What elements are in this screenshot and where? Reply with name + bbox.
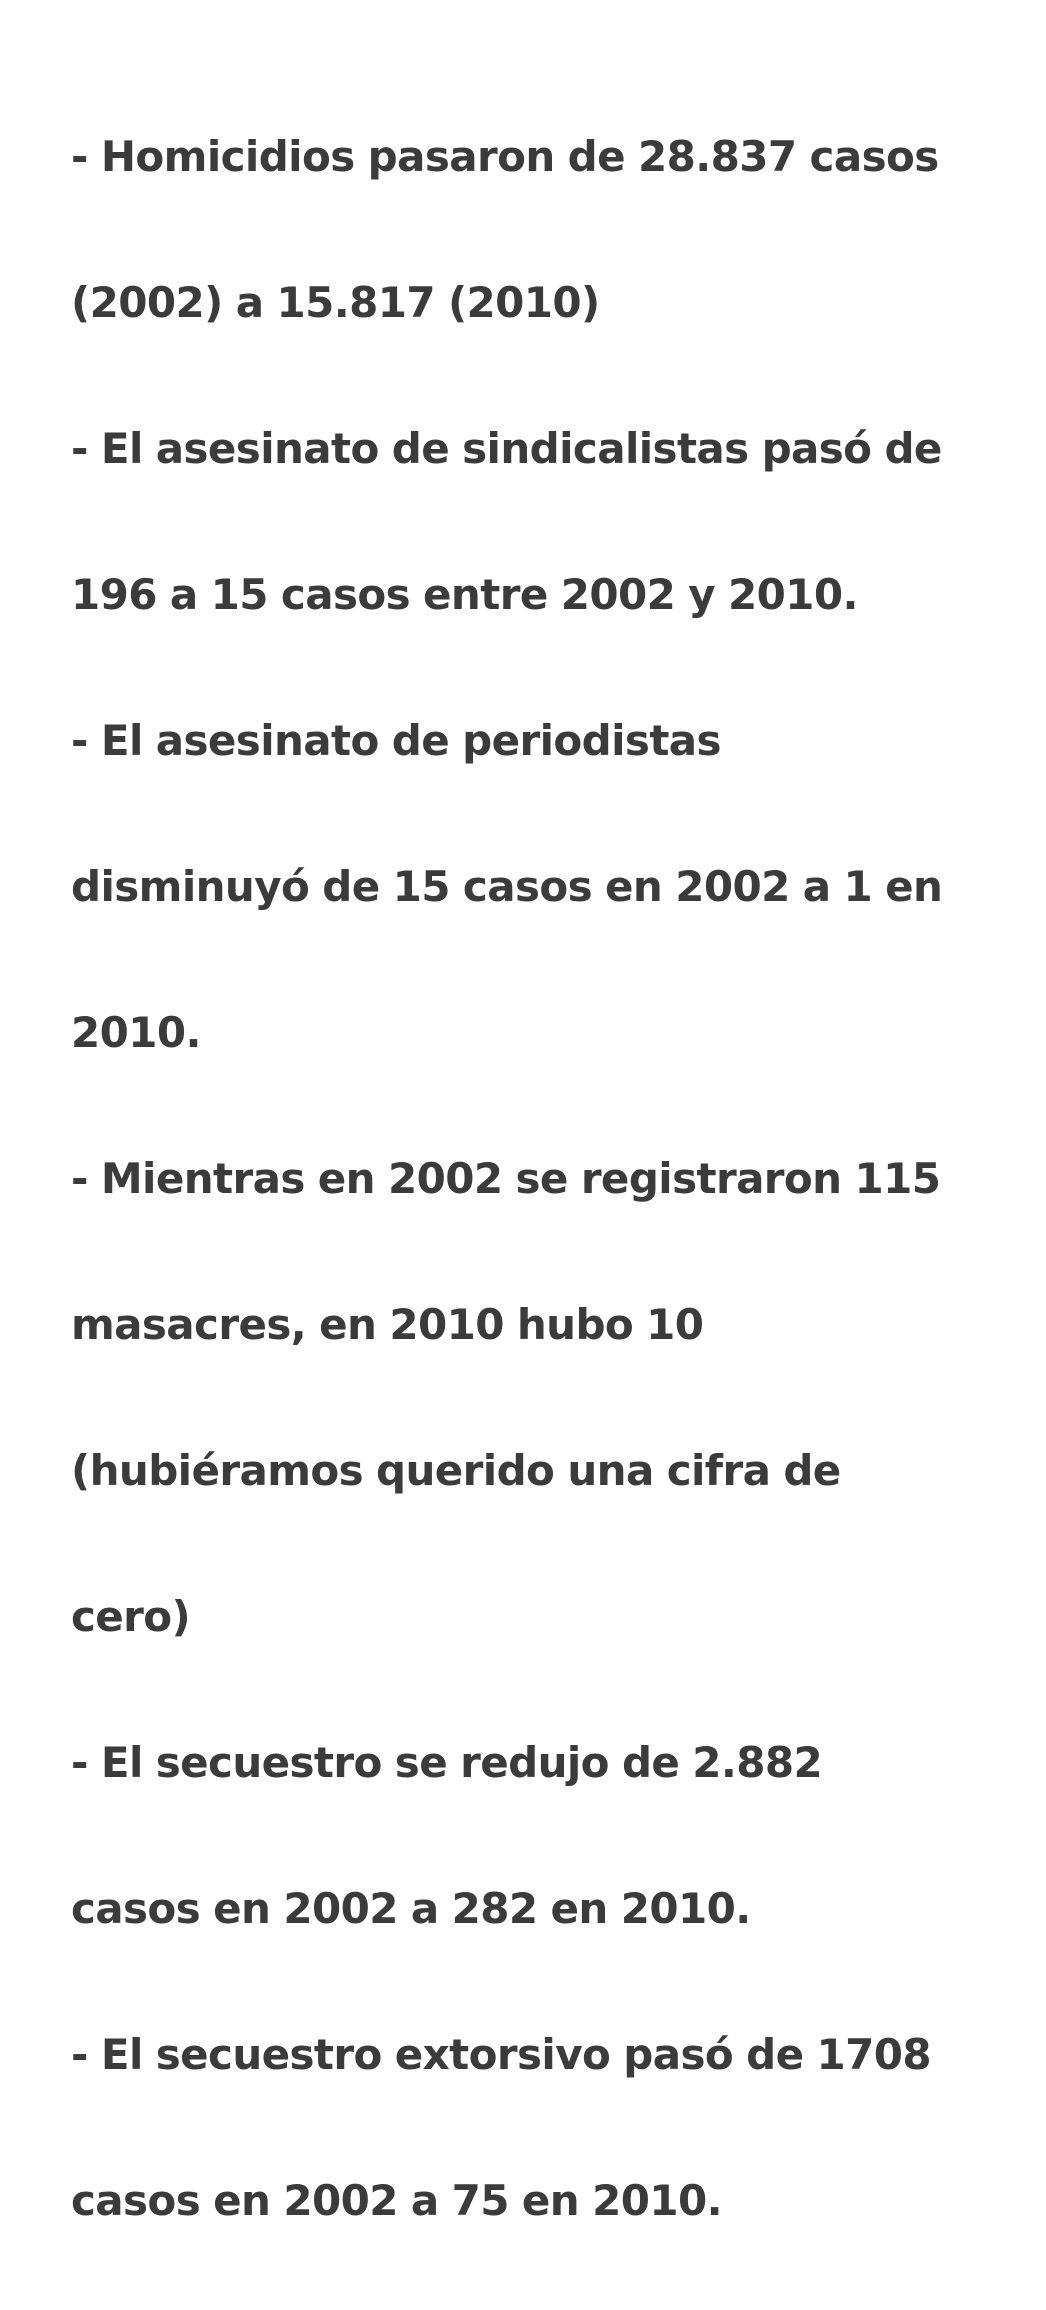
note-line: - El secuestro se redujo de 2.882	[71, 1738, 823, 1787]
note-line: - El secuestro extorsivo pasó de 1708	[71, 2030, 932, 2079]
note-line: cero)	[71, 1592, 191, 1641]
note-body	[71, 47, 1011, 2310]
note-line: (hubiéramos querido una cifra de	[71, 1446, 841, 1495]
note-line: casos en 2002 a 75 en 2010.	[71, 2176, 722, 2225]
note-line: 2010.	[71, 1008, 201, 1057]
note-line: masacres, en 2010 hubo 10	[71, 1300, 704, 1349]
note-line: disminuyó de 15 casos en 2002 a 1 en	[71, 862, 943, 911]
note-line: - Mientras en 2002 se registraron 115	[71, 1154, 941, 1203]
note-line: - Homicidios pasaron de 28.837 casos	[71, 132, 939, 181]
note-line: - El asesinato de periodistas	[71, 716, 721, 765]
note-line: - El asesinato de sindicalistas pasó de	[71, 424, 942, 473]
note-line: (2002) a 15.817 (2010)	[71, 278, 600, 327]
note-line: casos en 2002 a 282 en 2010.	[71, 1884, 751, 1933]
note-line: 196 a 15 casos entre 2002 y 2010.	[71, 570, 858, 619]
